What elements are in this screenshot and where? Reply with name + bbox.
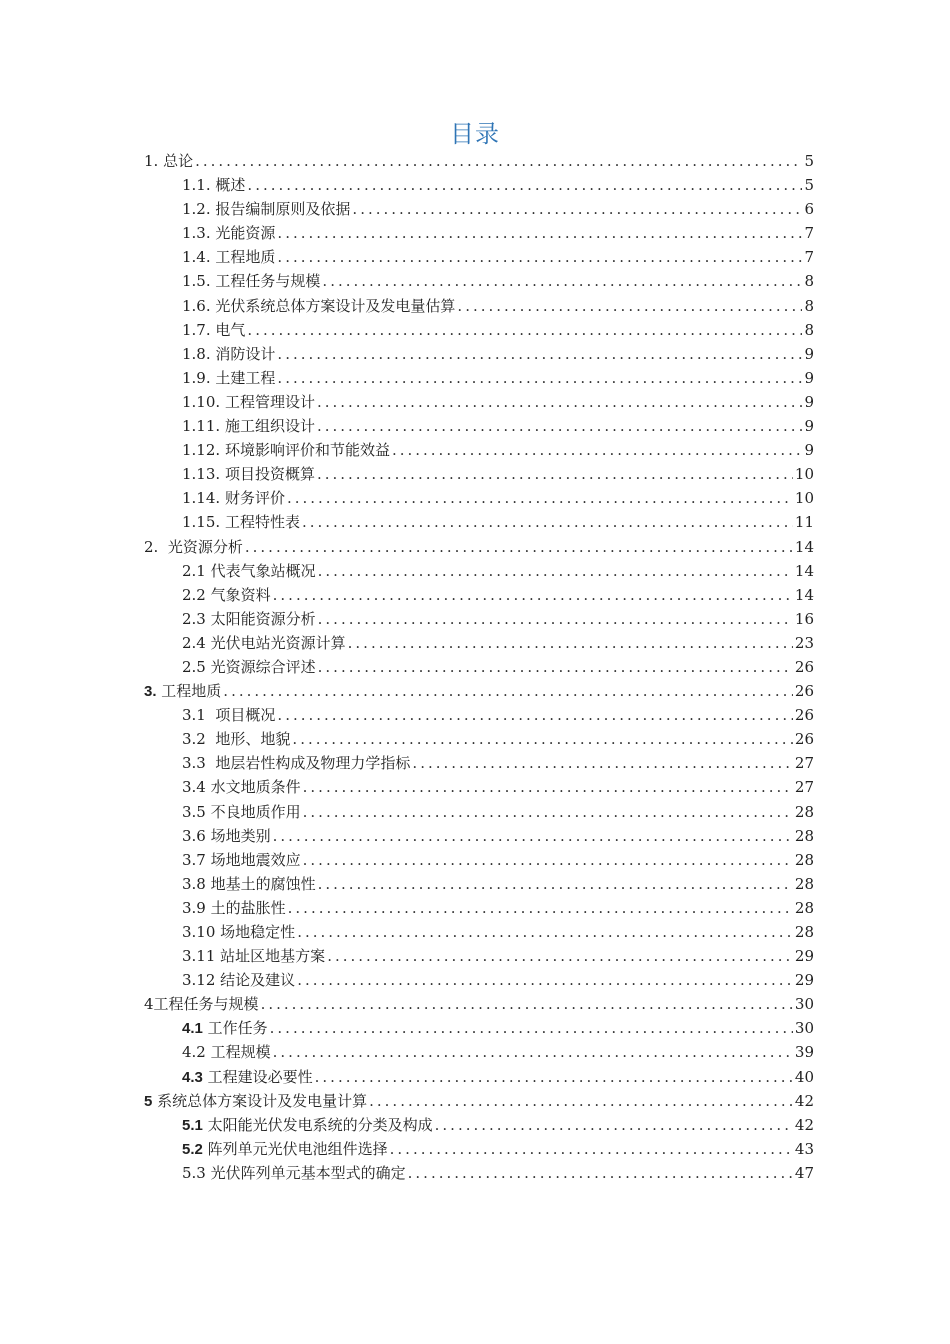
- toc-entry-label: 工作任务: [202, 1019, 268, 1038]
- toc-entry-page-number: 5: [804, 176, 814, 195]
- toc-entry-label: 项目投资概算: [224, 465, 315, 484]
- dot-leader: [435, 1116, 793, 1134]
- toc-entry-label: 概述: [215, 176, 246, 195]
- dot-leader: [318, 562, 793, 580]
- toc-entry-page-number: 26: [794, 706, 814, 725]
- toc-entry[interactable]: [144, 584, 814, 608]
- toc-entry-number: 3.9: [182, 898, 211, 917]
- toc-entry-page-number: 14: [794, 561, 814, 580]
- toc-entry-number: 1.7.: [182, 320, 216, 339]
- dot-leader: [270, 1019, 793, 1037]
- toc-entry-page-number: 14: [794, 585, 814, 604]
- toc-entry-number: 4.3: [182, 1068, 203, 1086]
- toc-entry-label: 光资源分析: [167, 537, 243, 556]
- toc-entry-label: 施工组织设计: [224, 417, 315, 436]
- dot-leader: [297, 971, 793, 989]
- dot-leader: [322, 272, 802, 290]
- toc-entry-number: 2.3: [182, 609, 211, 628]
- toc-entry[interactable]: [144, 873, 814, 897]
- toc-entry[interactable]: [144, 222, 814, 246]
- toc-entry-page-number: 9: [804, 392, 814, 411]
- toc-entry-label: 水文地质条件: [210, 778, 301, 797]
- dot-leader: [318, 610, 793, 628]
- toc-entry-number: 5.1: [182, 1116, 203, 1134]
- dot-leader: [261, 995, 793, 1013]
- toc-entry-number: 1.6.: [182, 296, 216, 315]
- dot-leader: [348, 634, 793, 652]
- toc-entry-label: 工程任务与规模: [215, 272, 321, 291]
- toc-entry-number: 3.8: [182, 874, 211, 893]
- toc-entry[interactable]: [144, 704, 814, 728]
- dot-leader: [303, 778, 793, 796]
- toc-entry[interactable]: [144, 343, 814, 367]
- dot-leader: [277, 248, 802, 266]
- toc-entry-page-number: 9: [804, 417, 814, 436]
- toc-entry-number: 5.2: [182, 1140, 203, 1158]
- dot-leader: [247, 176, 802, 194]
- dot-leader: [317, 417, 803, 435]
- toc-entry-page-number: 42: [794, 1115, 814, 1134]
- dot-leader: [408, 1164, 793, 1182]
- toc-entry-label: 光伏阵列单元基本型式的确定: [210, 1163, 406, 1182]
- toc-entry-number: 3.7: [182, 850, 211, 869]
- dot-leader: [273, 827, 793, 845]
- toc-entry[interactable]: [144, 1041, 814, 1065]
- toc-entry-page-number: 26: [794, 682, 814, 701]
- toc-entry[interactable]: [144, 969, 814, 993]
- toc-entry[interactable]: [144, 463, 814, 487]
- toc-entry-label: 地基土的腐蚀性: [210, 874, 316, 893]
- toc-entry-label: 工程规模: [210, 1043, 271, 1062]
- toc-entry-number: 1.5.: [182, 272, 216, 291]
- toc-entry[interactable]: [144, 632, 814, 656]
- dot-leader: [245, 538, 793, 556]
- toc-entry-page-number: 8: [804, 296, 814, 315]
- toc-entry-label: 结论及建议: [220, 971, 296, 990]
- toc-entry[interactable]: [144, 801, 814, 825]
- toc-entry-label: 工程地质: [156, 682, 222, 701]
- toc-entry[interactable]: [144, 608, 814, 632]
- toc-entry-page-number: 28: [794, 802, 814, 821]
- dot-leader: [288, 899, 793, 917]
- toc-entry[interactable]: [144, 1090, 814, 1114]
- toc-entry[interactable]: [144, 897, 814, 921]
- toc-entry[interactable]: [144, 415, 814, 439]
- dot-leader: [390, 1140, 793, 1158]
- toc-entry-label: 土的盐胀性: [210, 898, 286, 917]
- toc-entry-number: 3.2: [182, 730, 216, 749]
- toc-entry-page-number: 28: [794, 850, 814, 869]
- toc-entry[interactable]: [144, 560, 814, 584]
- toc-entry-number: 1.9.: [182, 368, 216, 387]
- toc-entry[interactable]: [144, 439, 814, 463]
- toc-entry[interactable]: [144, 487, 814, 511]
- dot-leader: [457, 297, 802, 315]
- toc-entry[interactable]: [144, 1138, 814, 1162]
- toc-entry-label: 光能资源: [215, 224, 276, 243]
- toc-entry-label: 项目概况: [215, 706, 276, 725]
- toc-entry-page-number: 23: [794, 633, 814, 652]
- toc-entry-label: 工程任务与规模: [153, 995, 259, 1014]
- dot-leader: [297, 923, 793, 941]
- toc-entry-page-number: 39: [794, 1043, 814, 1062]
- toc-entry-label: 电气: [215, 320, 246, 339]
- toc-entry-label: 场地稳定性: [220, 923, 296, 941]
- toc-entry[interactable]: [144, 993, 814, 1017]
- toc-entry-page-number: 47: [794, 1163, 814, 1182]
- dot-leader: [392, 441, 803, 459]
- toc-entry[interactable]: [144, 1017, 814, 1041]
- toc-entry[interactable]: [144, 1114, 814, 1138]
- toc-entry-label: 代表气象站概况: [210, 561, 316, 580]
- toc-entry-page-number: 9: [804, 344, 814, 363]
- toc-entry-page-number: 30: [794, 1019, 814, 1038]
- toc-entry[interactable]: [144, 680, 814, 704]
- toc-entry-label: 财务评价: [224, 489, 285, 508]
- toc-entry-page-number: 27: [794, 778, 814, 797]
- toc-entry-label: 太阳能资源分析: [210, 609, 316, 628]
- toc-entry-page-number: 5: [804, 152, 814, 170]
- toc-entry-page-number: 8: [804, 320, 814, 339]
- toc-entry[interactable]: [144, 246, 814, 270]
- toc-entry-page-number: 29: [794, 971, 814, 990]
- toc-entry-label: 消防设计: [215, 344, 276, 363]
- dot-leader: [287, 489, 793, 507]
- toc-entry-number: 2.2: [182, 585, 211, 604]
- toc-entry[interactable]: [144, 849, 814, 873]
- toc-entry-number: 2.: [144, 537, 168, 556]
- toc-entry-number: 4: [144, 995, 154, 1014]
- toc-entry-page-number: 16: [794, 609, 814, 628]
- toc-entry-label: 不良地质作用: [210, 802, 301, 821]
- dot-leader: [318, 658, 793, 676]
- toc-entry-page-number: 40: [794, 1067, 814, 1086]
- toc-entry[interactable]: [144, 319, 814, 343]
- toc-entry-number: 4.1: [182, 1020, 203, 1038]
- toc-entry-number: 5: [144, 1092, 153, 1110]
- toc-entry-number: 1.3.: [182, 224, 216, 243]
- toc-entry-page-number: 42: [794, 1091, 814, 1110]
- toc-entry-number: 4.2: [182, 1043, 211, 1062]
- toc-entry-label: 工程建设必要性: [202, 1067, 313, 1086]
- toc-entry-number: 3.11: [182, 947, 221, 966]
- toc-entry-label: 报告编制原则及依据: [215, 200, 351, 219]
- toc-entry-page-number: 7: [804, 248, 814, 267]
- toc-entry[interactable]: [144, 752, 814, 776]
- dot-leader: [412, 754, 792, 772]
- toc-entry-label: 气象资料: [210, 585, 271, 604]
- toc-entry[interactable]: [144, 728, 814, 752]
- toc-entry[interactable]: [144, 295, 814, 319]
- toc-entry-label: 光伏电站光资源计算: [210, 633, 346, 652]
- dot-leader: [327, 947, 793, 965]
- toc-entry-number: 1.11.: [182, 417, 225, 436]
- toc-entry-number: 2.5: [182, 657, 211, 676]
- toc-entry[interactable]: [144, 1066, 814, 1090]
- toc-entry-number: 1.4.: [182, 248, 216, 267]
- toc-entry-page-number: 30: [794, 995, 814, 1014]
- toc-entry-page-number: 29: [794, 947, 814, 966]
- dot-leader: [303, 803, 793, 821]
- dot-leader: [315, 1068, 793, 1086]
- dot-leader: [369, 1092, 793, 1110]
- toc-entry[interactable]: [144, 270, 814, 294]
- toc-entry-label: 地层岩性构成及物理力学指标: [215, 754, 411, 773]
- toc-entry[interactable]: [144, 367, 814, 391]
- toc-entry-page-number: 26: [794, 657, 814, 676]
- toc-entry-label: 太阳能光伏发电系统的分类及构成: [202, 1115, 433, 1134]
- dot-leader: [277, 706, 792, 724]
- toc-entry-number: 3.4: [182, 778, 211, 797]
- toc-entry-label: 光资源综合评述: [210, 657, 316, 676]
- toc-entry-page-number: 8: [804, 272, 814, 291]
- dot-leader: [273, 1043, 793, 1061]
- toc-entry[interactable]: [144, 1162, 814, 1186]
- toc-entry[interactable]: [144, 776, 814, 800]
- toc-entry-number: 3.1: [182, 706, 216, 725]
- table-of-contents: [144, 150, 814, 1186]
- toc-entry-label: 阵列单元光伏电池组件选择: [202, 1139, 388, 1158]
- toc-entry[interactable]: [144, 391, 814, 415]
- dot-leader: [277, 369, 802, 387]
- dot-leader: [292, 730, 792, 748]
- toc-entry-label: 环境影响评价和节能效益: [224, 441, 390, 460]
- toc-entry[interactable]: [144, 536, 814, 560]
- toc-entry-number: 1.10.: [182, 392, 225, 411]
- toc-entry-label: 土建工程: [215, 368, 276, 387]
- toc-entry-label: 工程地质: [215, 248, 276, 267]
- toc-entry-page-number: 6: [804, 200, 814, 219]
- toc-entry-number: 1.8.: [182, 344, 216, 363]
- dot-leader: [247, 321, 802, 339]
- toc-entry-page-number: 28: [794, 923, 814, 941]
- toc-entry-page-number: 7: [804, 224, 814, 243]
- toc-entry-label: 系统总体方案设计及发电量计算: [152, 1091, 368, 1110]
- toc-entry-page-number: 28: [794, 874, 814, 893]
- toc-entry-page-number: 26: [794, 730, 814, 749]
- toc-entry-number: 1.: [144, 152, 164, 170]
- dot-leader: [273, 586, 793, 604]
- toc-entry-number: 1.14.: [182, 489, 225, 508]
- toc-entry-number: 5.3: [182, 1163, 211, 1182]
- toc-entry-number: 2.4: [182, 633, 211, 652]
- toc-entry-label: 站址区地基方案: [220, 947, 326, 966]
- dot-leader: [277, 224, 802, 242]
- toc-entry-number: 3.5: [182, 802, 211, 821]
- toc-entry[interactable]: [144, 174, 814, 198]
- toc-entry-number: 1.12.: [182, 441, 225, 460]
- dot-leader: [317, 465, 793, 483]
- toc-entry[interactable]: [144, 150, 814, 174]
- toc-entry-page-number: 9: [804, 441, 814, 460]
- toc-entry-number: 1.1.: [182, 176, 216, 195]
- toc-entry-number: 1.2.: [182, 200, 216, 219]
- toc-entry-number: 3.10: [182, 923, 221, 941]
- toc-entry-page-number: 10: [794, 489, 814, 508]
- toc-entry-number: 3.12: [182, 971, 221, 990]
- toc-entry-number: 3.6: [182, 826, 211, 845]
- toc-entry[interactable]: [144, 198, 814, 222]
- dot-leader: [277, 345, 802, 363]
- toc-entry-number: 2.1: [182, 561, 211, 580]
- dot-leader: [302, 513, 793, 531]
- toc-entry-number: 1.13.: [182, 465, 225, 484]
- dot-leader: [318, 875, 793, 893]
- toc-entry[interactable]: [144, 656, 814, 680]
- toc-entry-label: 场地地震效应: [210, 850, 301, 869]
- dot-leader: [317, 393, 803, 411]
- toc-entry-label: 总论: [163, 152, 194, 170]
- toc-entry-page-number: 27: [794, 754, 814, 773]
- toc-entry-label: 场地类别: [210, 826, 271, 845]
- toc-entry-page-number: 10: [794, 465, 814, 484]
- toc-entry-page-number: 28: [794, 898, 814, 917]
- toc-entry-number: 3.3: [182, 754, 216, 773]
- toc-entry-number: 1.15.: [182, 513, 225, 532]
- toc-entry[interactable]: [144, 825, 814, 849]
- toc-entry-page-number: 11: [794, 513, 814, 532]
- toc-entry-page-number: 43: [794, 1139, 814, 1158]
- toc-entry-number: 3.: [144, 683, 157, 701]
- dot-leader: [195, 152, 802, 170]
- toc-entry-label: 地形、地貌: [215, 730, 291, 749]
- toc-entry-label: 光伏系统总体方案设计及发电量估算: [215, 296, 456, 315]
- dot-leader: [352, 200, 802, 218]
- dot-leader: [303, 851, 793, 869]
- toc-title: 目录: [450, 120, 500, 148]
- toc-entry-page-number: 28: [794, 826, 814, 845]
- dot-leader: [223, 682, 793, 700]
- toc-entry-label: 工程特性表: [224, 513, 300, 532]
- toc-entry[interactable]: [144, 511, 814, 535]
- toc-entry[interactable]: [144, 945, 814, 969]
- toc-entry-label: 工程管理设计: [224, 392, 315, 411]
- toc-entry-page-number: 14: [794, 537, 814, 556]
- toc-entry-page-number: 9: [804, 368, 814, 387]
- toc-entry[interactable]: [144, 921, 814, 945]
